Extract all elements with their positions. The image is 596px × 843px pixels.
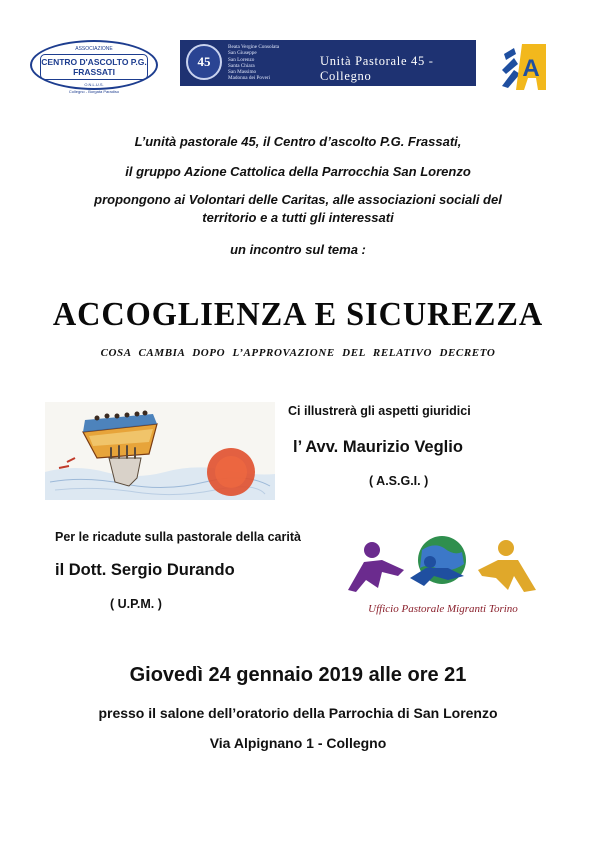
up45-parish-list xyxy=(228,44,308,82)
intro-line-1: L’unità pastorale 45, il Centro d’ascolto P.G. Frassati, xyxy=(134,134,462,149)
migranti-caption: Ufficio Pastorale Migranti Torino xyxy=(368,603,518,615)
parish-name: San Massimo xyxy=(228,69,257,76)
frassati-logo-top: ASSOCIAZIONE xyxy=(75,46,113,52)
up45-seal-icon: 45 xyxy=(186,44,222,80)
azione-cattolica-logo xyxy=(500,40,548,92)
frassati-logo-sub: O.N.L.U.S. xyxy=(84,82,104,87)
frassati-logo-bottom: Collegno - Borgata Paradiso xyxy=(68,89,120,94)
frassati-logo-name: CENTRO D'ASCOLTO P.G. FRASSATI xyxy=(40,54,148,80)
parish-name: Beata Vergine Consolata xyxy=(228,44,280,50)
boat-hand-icon xyxy=(45,402,275,500)
speaker1-name: l’ Avv. Maurizio Veglio xyxy=(293,438,463,456)
intro-line-3: propongono ai Volontari delle Caritas, alle associazioni sociali del xyxy=(94,192,502,207)
intro-line-5: un incontro sul tema : xyxy=(230,242,366,257)
frassati-logo xyxy=(30,40,158,94)
ac-letter: A xyxy=(522,55,540,82)
event-address: Via Alpignano 1 - Collegno xyxy=(209,735,387,751)
event-place: presso il salone dell’oratorio della Parrochia di San Lorenzo xyxy=(98,705,498,721)
speaker1-intro: Ci illustrerà gli aspetti giuridici xyxy=(288,404,471,418)
azione-cattolica-icon xyxy=(500,40,548,92)
speaker2-org: ( U.P.M. ) xyxy=(110,597,162,611)
speaker2-name: il Dott. Sergio Durando xyxy=(55,561,235,579)
migranti-people-icon xyxy=(338,530,548,620)
speaker2-intro: Per le ricadute sulla pastorale della carità xyxy=(55,530,301,544)
parish-name: San Giuseppe xyxy=(228,50,257,57)
intro-line-4: territorio e a tutti gli interessati xyxy=(202,210,394,225)
event-date: Giovedì 24 gennaio 2019 alle ore 21 xyxy=(129,664,467,686)
speaker1-org: ( A.S.G.I. ) xyxy=(369,474,429,488)
parish-name: San Lorenzo xyxy=(228,56,255,63)
ufficio-migranti-logo xyxy=(338,530,548,620)
intro-line-2: il gruppo Azione Cattolica della Parrocchia San Lorenzo xyxy=(125,164,471,179)
event-title: ACCOGLIENZA E SICUREZZA xyxy=(52,296,544,333)
migrant-boat-illustration xyxy=(45,402,275,500)
unita-pastorale-logo xyxy=(180,40,476,86)
parish-name: Santa Chiara xyxy=(228,62,255,69)
parish-name: Madonna dei Poveri xyxy=(228,75,271,82)
up45-name: Unità Pastorale 45 - Collegno xyxy=(320,54,434,83)
event-subtitle: COSA CAMBIA DOPO L’APPROVAZIONE DEL RELATIVO DECRETO xyxy=(100,347,496,359)
